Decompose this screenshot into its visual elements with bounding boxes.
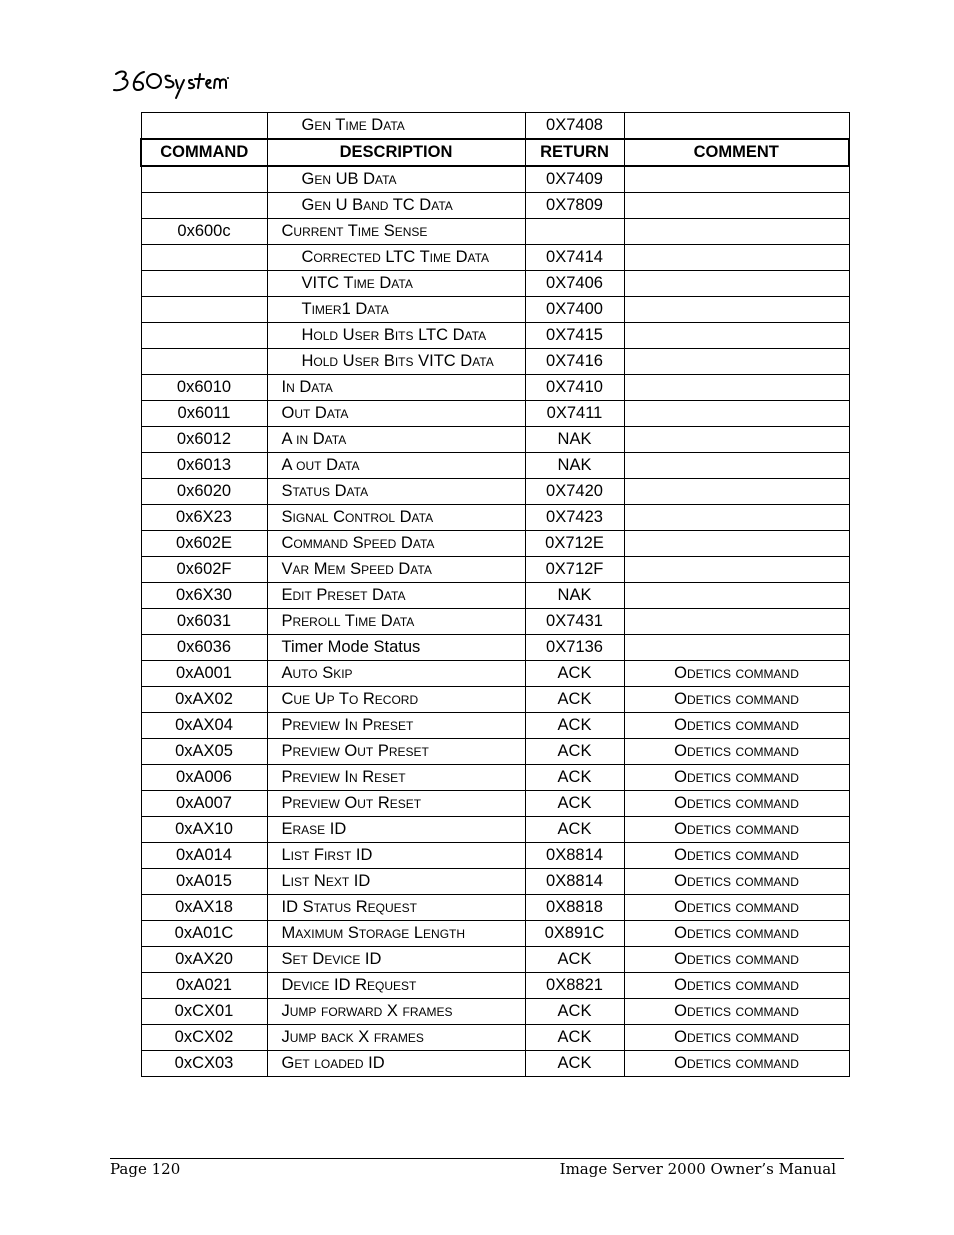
comment-cell: Odetics command: [624, 765, 849, 791]
return-cell: ACK: [525, 713, 624, 739]
comment-cell: Odetics command: [624, 869, 849, 895]
description-cell: Corrected LTC Time Data: [267, 245, 525, 271]
return-cell: ACK: [525, 947, 624, 973]
command-cell: [141, 245, 267, 271]
comment-cell: [624, 609, 849, 635]
comment-cell: [624, 505, 849, 531]
company-logo: [110, 64, 230, 100]
description-cell: Get loaded ID: [267, 1051, 525, 1077]
comment-cell: [624, 531, 849, 557]
description-cell: Preview Out Preset: [267, 739, 525, 765]
command-cell: 0xA007: [141, 791, 267, 817]
command-cell: 0xA014: [141, 843, 267, 869]
description-cell: Jump back X frames: [267, 1025, 525, 1051]
comment-cell: [624, 323, 849, 349]
table-header: [141, 139, 849, 166]
description-cell: Preroll Time Data: [267, 609, 525, 635]
command-cell: 0x6011: [141, 401, 267, 427]
comment-cell: [624, 583, 849, 609]
command-cell: 0xAX05: [141, 739, 267, 765]
command-table: [140, 112, 850, 1077]
description-cell: A in Data: [267, 427, 525, 453]
table-row: [141, 531, 849, 557]
return-cell: 0X7420: [525, 479, 624, 505]
command-cell: 0x6X23: [141, 505, 267, 531]
comment-cell: Odetics command: [624, 973, 849, 999]
command-cell: 0x602F: [141, 557, 267, 583]
command-cell: [141, 297, 267, 323]
return-cell: ACK: [525, 817, 624, 843]
return-cell: 0X7415: [525, 323, 624, 349]
table-row: [141, 635, 849, 661]
command-cell: [141, 271, 267, 297]
table-row: [141, 166, 849, 193]
header-return: RETURN: [525, 139, 624, 166]
description-cell: Cue Up To Record: [267, 687, 525, 713]
return-cell: NAK: [525, 427, 624, 453]
description-cell: Gen UB Data: [267, 166, 525, 193]
table-row: [141, 453, 849, 479]
table-row: [141, 271, 849, 297]
description-cell: In Data: [267, 375, 525, 401]
table-row: [141, 921, 849, 947]
comment-cell: Odetics command: [624, 739, 849, 765]
command-cell: 0x6020: [141, 479, 267, 505]
table-row: [141, 427, 849, 453]
comment-cell: [624, 271, 849, 297]
comment-cell: [624, 427, 849, 453]
table-row: [141, 349, 849, 375]
table-row: [141, 713, 849, 739]
comment-cell: [624, 349, 849, 375]
return-cell: 0X891C: [525, 921, 624, 947]
command-cell: 0xCX01: [141, 999, 267, 1025]
table-row: [141, 1051, 849, 1077]
command-cell: 0xA006: [141, 765, 267, 791]
table-row: [141, 765, 849, 791]
description-cell: Status Data: [267, 479, 525, 505]
command-cell: [141, 193, 267, 219]
comment-cell: [624, 479, 849, 505]
description-cell: Timer Mode Status: [267, 635, 525, 661]
description-cell: Gen Time Data: [267, 113, 525, 140]
return-cell: 0X7410: [525, 375, 624, 401]
manual-title: Image Server 2000 Owner’s Manual: [559, 1160, 836, 1178]
command-cell: 0xA015: [141, 869, 267, 895]
table-row: [141, 557, 849, 583]
comment-cell: [624, 245, 849, 271]
comment-cell: Odetics command: [624, 1025, 849, 1051]
description-cell: Maximum Storage Length: [267, 921, 525, 947]
command-cell: [141, 166, 267, 193]
command-cell: [141, 349, 267, 375]
command-cell: [141, 323, 267, 349]
table-row: [141, 479, 849, 505]
return-cell: 0X8818: [525, 895, 624, 921]
return-cell: ACK: [525, 1051, 624, 1077]
command-cell: [141, 113, 267, 140]
table-row: [141, 869, 849, 895]
return-cell: 0X8821: [525, 973, 624, 999]
table-row: [141, 895, 849, 921]
command-cell: 0x602E: [141, 531, 267, 557]
command-cell: 0xCX03: [141, 1051, 267, 1077]
logo-icon: [110, 64, 230, 100]
table-row: [141, 219, 849, 245]
comment-cell: Odetics command: [624, 791, 849, 817]
return-cell: 0X7809: [525, 193, 624, 219]
description-cell: Preview Out Reset: [267, 791, 525, 817]
table-row: [141, 583, 849, 609]
command-cell: 0x6031: [141, 609, 267, 635]
footer-rule: [110, 1158, 844, 1159]
return-cell: 0X7406: [525, 271, 624, 297]
description-cell: Device ID Request: [267, 973, 525, 999]
description-cell: List Next ID: [267, 869, 525, 895]
command-cell: 0xAX02: [141, 687, 267, 713]
comment-cell: [624, 453, 849, 479]
table-row: [141, 817, 849, 843]
table-row: [141, 973, 849, 999]
return-cell: ACK: [525, 739, 624, 765]
command-cell: 0xA021: [141, 973, 267, 999]
table-pre-rows: [141, 113, 849, 140]
comment-cell: Odetics command: [624, 921, 849, 947]
command-cell: 0x6013: [141, 453, 267, 479]
comment-cell: [624, 297, 849, 323]
command-cell: 0x6036: [141, 635, 267, 661]
comment-cell: Odetics command: [624, 1051, 849, 1077]
command-cell: 0x6X30: [141, 583, 267, 609]
comment-cell: Odetics command: [624, 999, 849, 1025]
return-cell: ACK: [525, 791, 624, 817]
description-cell: Set Device ID: [267, 947, 525, 973]
comment-cell: Odetics command: [624, 895, 849, 921]
header-command: COMMAND: [141, 139, 267, 166]
command-cell: 0x600c: [141, 219, 267, 245]
return-cell: NAK: [525, 583, 624, 609]
comment-cell: [624, 401, 849, 427]
comment-cell: Odetics command: [624, 687, 849, 713]
description-cell: Preview In Reset: [267, 765, 525, 791]
table-row: [141, 791, 849, 817]
return-cell: 0X8814: [525, 843, 624, 869]
table-row: [141, 323, 849, 349]
header-row: [141, 139, 849, 166]
return-cell: [525, 219, 624, 245]
header-comment: COMMENT: [624, 139, 849, 166]
return-cell: 0X7400: [525, 297, 624, 323]
table-body: [141, 166, 849, 1077]
return-cell: NAK: [525, 453, 624, 479]
table-row: [141, 843, 849, 869]
comment-cell: [624, 166, 849, 193]
comment-cell: [624, 375, 849, 401]
description-cell: Jump forward X frames: [267, 999, 525, 1025]
return-cell: ACK: [525, 687, 624, 713]
return-cell: 0X712F: [525, 557, 624, 583]
description-cell: Signal Control Data: [267, 505, 525, 531]
page-number: Page 120: [110, 1160, 181, 1178]
table-row: [141, 739, 849, 765]
return-cell: 0X7416: [525, 349, 624, 375]
description-cell: List First ID: [267, 843, 525, 869]
description-cell: Timer1 Data: [267, 297, 525, 323]
table-row: [141, 687, 849, 713]
comment-cell: Odetics command: [624, 947, 849, 973]
table-row: [141, 401, 849, 427]
comment-cell: [624, 557, 849, 583]
comment-cell: [624, 193, 849, 219]
header-description: DESCRIPTION: [267, 139, 525, 166]
return-cell: ACK: [525, 765, 624, 791]
return-cell: ACK: [525, 999, 624, 1025]
return-cell: ACK: [525, 1025, 624, 1051]
comment-cell: [624, 219, 849, 245]
command-cell: 0xA01C: [141, 921, 267, 947]
table-row: [141, 999, 849, 1025]
table-row: [141, 505, 849, 531]
return-cell: 0X712E: [525, 531, 624, 557]
comment-cell: Odetics command: [624, 817, 849, 843]
description-cell: Command Speed Data: [267, 531, 525, 557]
description-cell: Hold User Bits LTC Data: [267, 323, 525, 349]
return-cell: 0X7136: [525, 635, 624, 661]
description-cell: Hold User Bits VITC Data: [267, 349, 525, 375]
return-cell: 0X7411: [525, 401, 624, 427]
command-cell: 0xAX18: [141, 895, 267, 921]
command-cell: 0xAX10: [141, 817, 267, 843]
return-cell: 0X7408: [525, 113, 624, 140]
table-row: [141, 661, 849, 687]
command-cell: 0xAX20: [141, 947, 267, 973]
description-cell: Gen U Band TC Data: [267, 193, 525, 219]
return-cell: 0X7431: [525, 609, 624, 635]
description-cell: Out Data: [267, 401, 525, 427]
comment-cell: [624, 635, 849, 661]
table-row: [141, 245, 849, 271]
table-row: [141, 113, 849, 140]
description-cell: A out Data: [267, 453, 525, 479]
command-cell: 0x6010: [141, 375, 267, 401]
return-cell: 0X7423: [525, 505, 624, 531]
comment-cell: Odetics command: [624, 843, 849, 869]
return-cell: 0X8814: [525, 869, 624, 895]
table-row: [141, 1025, 849, 1051]
table-row: [141, 947, 849, 973]
description-cell: Var Mem Speed Data: [267, 557, 525, 583]
description-cell: Edit Preset Data: [267, 583, 525, 609]
return-cell: 0X7414: [525, 245, 624, 271]
description-cell: Current Time Sense: [267, 219, 525, 245]
description-cell: ID Status Request: [267, 895, 525, 921]
return-cell: 0X7409: [525, 166, 624, 193]
description-cell: Preview In Preset: [267, 713, 525, 739]
comment-cell: [624, 113, 849, 140]
return-cell: ACK: [525, 661, 624, 687]
comment-cell: Odetics command: [624, 661, 849, 687]
description-cell: Auto Skip: [267, 661, 525, 687]
table-row: [141, 297, 849, 323]
command-cell: 0xAX04: [141, 713, 267, 739]
command-cell: 0x6012: [141, 427, 267, 453]
description-cell: Erase ID: [267, 817, 525, 843]
comment-cell: Odetics command: [624, 713, 849, 739]
table-row: [141, 375, 849, 401]
command-cell: 0xCX02: [141, 1025, 267, 1051]
table-row: [141, 193, 849, 219]
description-cell: VITC Time Data: [267, 271, 525, 297]
command-cell: 0xA001: [141, 661, 267, 687]
table-row: [141, 609, 849, 635]
